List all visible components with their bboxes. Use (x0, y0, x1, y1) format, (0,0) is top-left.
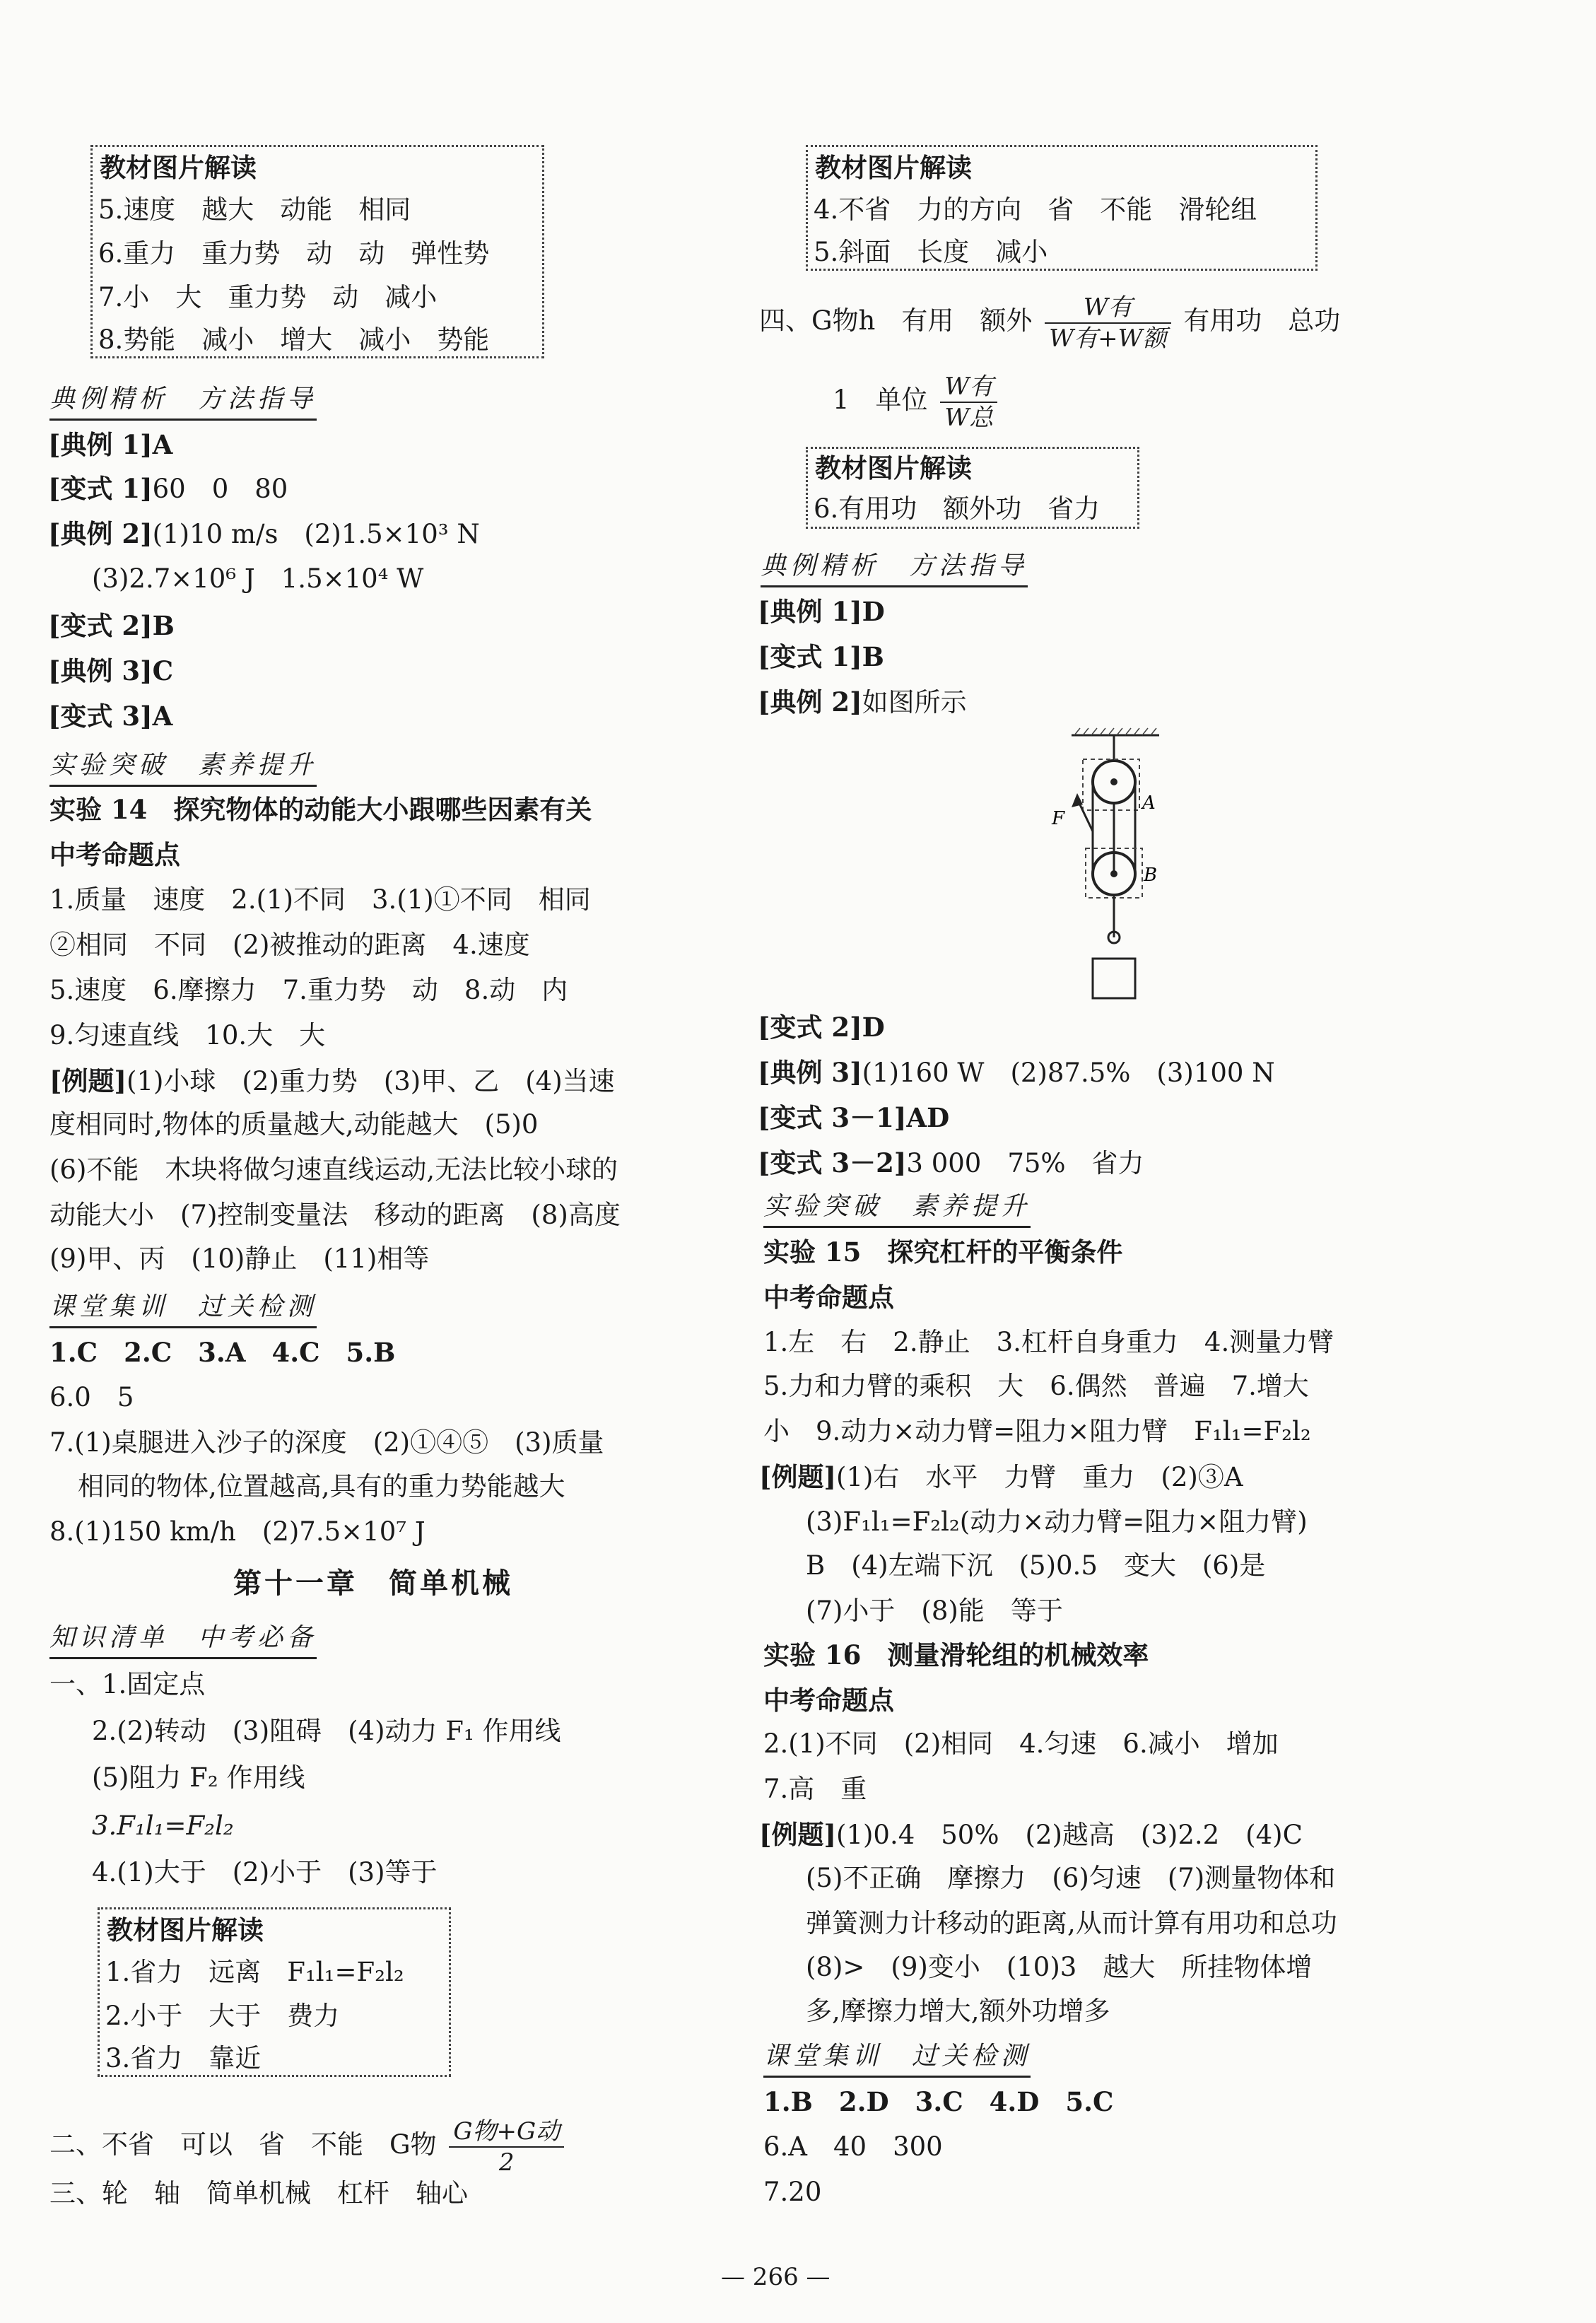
right-textbook-figure-box-1 (806, 145, 1318, 271)
worked-example-line: 度相同时,物体的质量越大,动能越大 (5)0 (49, 1109, 539, 1140)
denominator: W总 (944, 403, 994, 432)
experiment-16-title: 实验 16 测量滑轮组的机械效率 (763, 1639, 1149, 1670)
worked-example-line: (7)小于 (8)能 等于 (806, 1596, 1063, 1626)
text: 四、G物h 有用 额外 (759, 305, 1033, 336)
label: [例题] (759, 1461, 837, 1492)
answer: A (152, 701, 173, 732)
answer: D (862, 1012, 885, 1043)
worked-example (49, 1063, 615, 1099)
denominator: W有+W额 (1049, 324, 1167, 353)
box-title: 教材图片解读 (815, 152, 972, 183)
worked-example-line: 弹簧测力计移动的距离,从而计算有用功和总功 (806, 1908, 1337, 1938)
classwork-answers: 相同的物体,位置越高,具有的重力势能越大 (78, 1471, 565, 1502)
classwork-answers: 6.0 5 (49, 1382, 134, 1412)
denominator: 2 (498, 2148, 515, 2177)
label: [变式 3－1] (758, 1102, 907, 1133)
exam-point-line: 1.质量 速度 2.(1)不同 3.(1)①不同 相同 (49, 884, 591, 915)
example-2-line2: (3)2.7×10⁶ J 1.5×10⁴ W (92, 563, 424, 594)
classwork-answers: 1.C 2.C 3.A 4.C 5.B (49, 1337, 396, 1368)
box-line: 5.斜面 长度 减小 (814, 237, 1048, 267)
exam-points-heading: 中考命题点 (763, 1685, 894, 1716)
answer: 如图所示 (862, 687, 967, 718)
label: [典例 2] (758, 686, 862, 718)
page-number: — 266 — (721, 2263, 831, 2291)
answer: A (152, 429, 173, 460)
knowledge-line: 4.(1)大于 (2)小于 (3)等于 (92, 1857, 438, 1888)
answer: D (862, 596, 885, 627)
worked-example-line: (6)不能 木块将做匀速直线运动,无法比较小球的 (49, 1154, 618, 1185)
answer: B (152, 610, 175, 641)
numerator: W有 (1045, 293, 1170, 324)
experiment-15-title: 实验 15 探究杠杆的平衡条件 (763, 1236, 1123, 1268)
box-line: 4.不省 力的方向 省 不能 滑轮组 (814, 194, 1257, 225)
exam-point-line: 1.左 右 2.静止 3.杠杆自身重力 4.测量力臂 (763, 1327, 1334, 1357)
weight-block (1093, 959, 1135, 998)
knowledge-line-five (833, 365, 1002, 435)
exam-points-heading: 中考命题点 (49, 839, 180, 870)
answer: (1)10 m/s (2)1.5×10³ N (152, 519, 480, 549)
section-heading-experiments: 实验突破 素养提升 (763, 1189, 1031, 1228)
classwork-answers: 7.20 (763, 2177, 822, 2207)
experiment-14-title: 实验 14 探究物体的动能大小跟哪些因素有关 (49, 794, 592, 825)
fraction (449, 2117, 564, 2177)
box-line: 5.速度 越大 动能 相同 (98, 194, 411, 225)
left-textbook-figure-box-2 (98, 1907, 451, 2077)
exam-point-line: ②相同 不同 (2)被推动的距离 4.速度 (49, 930, 530, 960)
worked-example-line: (9)甲、丙 (10)静止 (11)相等 (49, 1244, 430, 1274)
worked-example-line: 动能大小 (7)控制变量法 移动的距离 (8)高度 (49, 1200, 621, 1230)
label-B: B (1144, 865, 1158, 886)
exam-point-line: 7.高 重 (763, 1774, 867, 1804)
example-3 (758, 1055, 1275, 1091)
label: [典例 1] (758, 596, 862, 627)
knowledge-line-four (759, 286, 1340, 356)
knowledge-line-three: 三、轮 轴 简单机械 杠杆 轴心 (49, 2178, 468, 2208)
section-heading-examples: 典例精析 方法指导 (761, 549, 1028, 587)
text: 有用功 总功 (1183, 305, 1341, 336)
box-line: 1.省力 远离 F₁l₁=F₂l₂ (105, 1957, 404, 1987)
label: [变式 3] (48, 701, 153, 732)
pulley-system-figure (1046, 725, 1187, 1008)
box-line: 6.重力 重力势 动 动 弹性势 (98, 238, 490, 269)
label: [变式 1] (48, 473, 153, 504)
answer: (1)0.4 50% (2)越高 (3)2.2 (4)C (836, 1820, 1303, 1850)
knowledge-line: 3.F₁l₁=F₂l₂ (92, 1810, 234, 1841)
box-line: 2.小于 大于 费力 (105, 2001, 340, 2031)
variant-2 (48, 608, 175, 644)
knowledge-line: 2.(2)转动 (3)阻碍 (4)动力 F₁ 作用线 (92, 1716, 561, 1746)
label: [例题] (49, 1065, 127, 1096)
classwork-answers: 6.A 40 300 (763, 2131, 943, 2162)
movable-pulley-b-axle (1110, 870, 1117, 877)
example-2 (758, 684, 967, 720)
variant-3-1 (758, 1100, 949, 1136)
label-F: F (1052, 808, 1065, 829)
label: [典例 3] (758, 1057, 862, 1088)
exam-point-line: 2.(1)不同 (2)相同 4.匀速 6.减小 增加 (763, 1728, 1279, 1759)
answer: 60 0 80 (152, 474, 288, 504)
knowledge-line: (5)阻力 F₂ 作用线 (92, 1762, 305, 1793)
box-title: 教材图片解读 (107, 1914, 264, 1945)
answer: B (862, 641, 884, 672)
section-heading-classwork: 课堂集训 过关检测 (49, 1289, 317, 1328)
example-2 (48, 516, 480, 552)
left-textbook-figure-box-1 (90, 145, 544, 358)
section-heading-knowledge: 知识清单 中考必备 (49, 1620, 317, 1659)
label: [变式 3－2] (758, 1147, 907, 1178)
box-line: 7.小 大 重力势 动 减小 (98, 282, 438, 312)
text: 1 单位 (833, 385, 928, 415)
label: [变式 2] (48, 610, 153, 641)
box-line: 6.有用功 额外功 省力 (814, 493, 1101, 524)
right-textbook-figure-box-2 (806, 447, 1139, 529)
classwork-answers: 7.(1)桌腿进入沙子的深度 (2)①④⑤ (3)质量 (49, 1427, 604, 1458)
variant-2 (758, 1010, 885, 1046)
worked-example-line: (3)F₁l₁=F₂l₂(动力×动力臂=阻力×阻力臂) (806, 1506, 1308, 1537)
label: [变式 2] (758, 1012, 862, 1043)
variant-1 (48, 471, 288, 507)
box-line: 3.省力 靠近 (105, 2043, 262, 2073)
efficiency-fraction (940, 372, 997, 433)
text: 二、不省 可以 省 不能 G物 (49, 2129, 437, 2160)
worked-example-line: (8)> (9)变小 (10)3 越大 所挂物体增 (806, 1952, 1313, 1982)
section-heading-examples: 典例精析 方法指导 (49, 382, 317, 421)
answer: 3 000 75% 省力 (906, 1148, 1144, 1178)
variant-3-2 (758, 1145, 1144, 1181)
label-A: A (1142, 792, 1156, 814)
worked-example-line: (5)不正确 摩擦力 (6)匀速 (7)测量物体和 (806, 1863, 1336, 1893)
answer: (1)160 W (2)87.5% (3)100 N (862, 1058, 1275, 1088)
example-3 (48, 653, 173, 689)
worked-example (759, 1459, 1243, 1495)
worked-example-line: 多,摩擦力增大,额外功增多 (806, 1996, 1110, 2026)
box-title: 教材图片解读 (100, 152, 257, 183)
answer: AD (906, 1102, 950, 1133)
worked-example-line: B (4)左端下沉 (5)0.5 变大 (6)是 (806, 1550, 1266, 1581)
numerator: W有 (940, 372, 997, 403)
knowledge-line: 一、1.固定点 (49, 1669, 206, 1699)
label: [变式 1] (758, 641, 862, 672)
section-heading-experiments: 实验突破 素养提升 (49, 748, 317, 787)
label: [典例 2] (48, 518, 153, 549)
example-1 (48, 427, 172, 463)
label: [典例 3] (48, 655, 153, 686)
exam-point-line: 小 9.动力×动力臂=阻力×阻力臂 F₁l₁=F₂l₂ (763, 1416, 1311, 1446)
chapter-title: 第十一章 简单机械 (233, 1567, 513, 1600)
variant-3 (48, 698, 172, 735)
classwork-answers: 1.B 2.D 3.C 4.D 5.C (763, 2086, 1114, 2117)
exam-point-line: 5.力和力臂的乘积 大 6.偶然 普遍 7.增大 (763, 1371, 1309, 1401)
worked-example (759, 1817, 1303, 1853)
example-1 (758, 594, 885, 630)
section-heading-classwork: 课堂集训 过关检测 (763, 2039, 1031, 2078)
exam-point-line: 5.速度 6.摩擦力 7.重力势 动 8.动 内 (49, 975, 568, 1005)
fixed-pulley-a-axle (1110, 778, 1117, 785)
exam-point-line: 9.匀速直线 10.大 大 (49, 1020, 326, 1051)
label: [例题] (759, 1819, 837, 1850)
label: [典例 1] (48, 429, 153, 460)
answer: (1)右 水平 力臂 重力 (2)③A (836, 1462, 1243, 1492)
variant-1 (758, 639, 884, 675)
box-line: 8.势能 减小 增大 减小 势能 (98, 324, 490, 355)
knowledge-line-two (49, 2110, 568, 2180)
answer: (1)小球 (2)重力势 (3)甲、乙 (4)当速 (127, 1066, 615, 1096)
efficiency-fraction (1045, 293, 1170, 353)
classwork-answers: 8.(1)150 km/h (2)7.5×10⁷ J (49, 1516, 426, 1547)
numerator: G物+G动 (449, 2117, 564, 2148)
box-title: 教材图片解读 (815, 452, 972, 484)
answer: C (152, 655, 174, 686)
exam-points-heading: 中考命题点 (763, 1282, 894, 1313)
